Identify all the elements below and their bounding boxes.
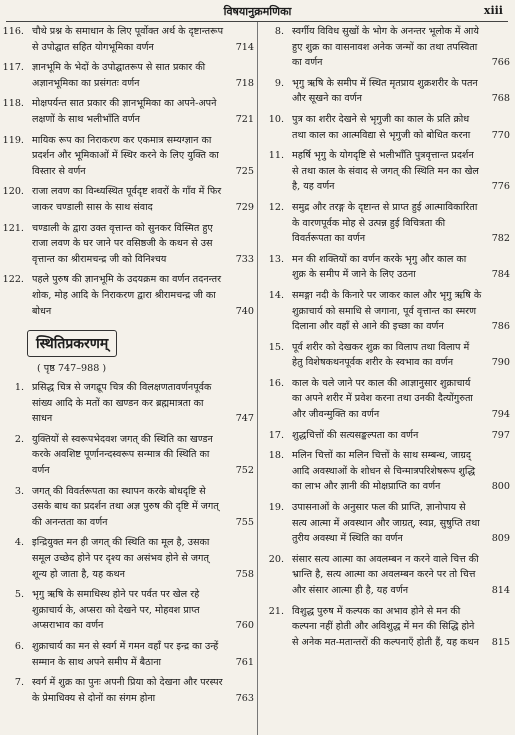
entry-page: 770 [491, 129, 510, 141]
toc-entry [2, 96, 254, 127]
entry-page: 776 [491, 181, 510, 193]
toc-entry [2, 221, 254, 268]
left-column [2, 24, 254, 711]
entry-title: समङ्गा नदी के किनारे पर जाकर काल और भृगु ऋषि के शुक्राचार्य को समाधि से जगाना, पूर्व वृत्तान्त का स्मरण दिलाना और वहाँ से आने की इच्छा का वर्णन [292, 289, 482, 333]
entry-title: मलिन चित्तों का मलिन चित्तों के साथ सम्बन्ध, जाग्रद् आदि अवस्थाओं के शोधन से चिन्मात्रपरिशेषरूप शुद्धि का लाभ और ज्ञानी की मोक्षप्राप्ति का वर्णन [292, 450, 476, 493]
entry-title: प्रसिद्ध चित्र से जगद्रूप चित्र की विलक्षणतावर्णनपूर्वक सांख्य आदि के मतों का खण्डन कर ब्रह्ममात्रता का साधन [32, 382, 212, 425]
entry-title: महर्षि भृगु के योगदृष्टि से भलीभाँति पुत्रवृत्तान्त प्रदर्शन से तथा काल के संवाद से जगत् की स्थिति मन का खेल है, यह वर्णन [292, 150, 479, 193]
entry-text-block [292, 376, 510, 423]
entry-text-block [32, 639, 254, 670]
entry-page: 729 [235, 201, 254, 213]
entry-number: 12. [268, 201, 284, 213]
toc-list-section-cont [262, 24, 510, 650]
entry-page: 752 [235, 465, 254, 477]
entry-number: 8. [274, 26, 284, 37]
entry-title: मायिक रूप का निराकरण कर एकमात्र सम्यग्ज्ञान का प्रदर्शन और भूमिकाओं में स्थिर करने के लिए युक्ति का विस्तार से वर्णन [32, 134, 219, 177]
entry-page: 761 [235, 656, 254, 668]
entry-page: 809 [491, 533, 510, 545]
entry-number: 4. [14, 537, 24, 549]
toc-entry [262, 428, 510, 444]
entry-title: स्वर्गीय विविध सुखों के भोग के अनन्तर भूलोक में आये हुए शुक्र का वासनावश अनेक जन्मों का तथा तपस्विता का वर्णन [292, 26, 479, 69]
running-title: विषयानुक्रमणिका [223, 5, 292, 18]
section-heading: स्थितिप्रकरणम् [27, 330, 117, 357]
entry-title: चण्डाली के द्वारा उक्त वृत्तान्त को सुनकर विस्मित हुए राजा लवण के घर जाने पर वसिष्ठजी के कथन से उस वृत्तान्त का श्रीरामचन्द्र जी को विनिश्चय [32, 222, 213, 265]
entry-page: 800 [491, 481, 510, 493]
entry-text-block [292, 500, 510, 547]
entry-title: शुद्धचित्तों की सत्यसङ्कल्पता का वर्णन [292, 429, 419, 441]
toc-entry [262, 376, 510, 423]
entry-number: 7. [14, 677, 24, 689]
entry-title: विशुद्ध पुरुष में कल्पक का अभाव होने से मन की कल्पना नहीं होती और अविशुद्ध में मन की सिद्धि होने से अनेक मत-मतान्तरों की कल्पनाएँ होती हैं, यह कथन [292, 605, 479, 648]
entry-number: 1. [14, 382, 24, 394]
entry-title: चौथे प्रश्न के समाधान के लिए पूर्वोक्त अर्थ के दृष्टान्तरूप से उपोद्घात सहित योगभूमिका वर्णन [32, 26, 224, 53]
entry-number: 18. [268, 450, 284, 462]
section-page-range: ( पृष्ठ 747–988 ) [37, 363, 107, 375]
entry-page: 797 [491, 429, 510, 441]
entry-page: 814 [491, 585, 510, 596]
entry-page: 714 [235, 41, 254, 53]
entry-number: 121. [2, 222, 24, 234]
entry-number: 2. [14, 433, 24, 445]
entry-title: ज्ञानभूमि के भेदों के उपोद्घातरूप से सात प्रकार की अज्ञानभूमिका का प्रसंगतः वर्णन [32, 62, 206, 89]
toc-entry [2, 60, 254, 91]
entry-number: 21. [268, 605, 284, 617]
entry-page: 782 [491, 233, 510, 245]
entry-text-block [32, 535, 254, 582]
entry-text-block [32, 380, 254, 427]
entry-number: 13. [268, 253, 284, 265]
entry-text-block [32, 60, 254, 91]
toc-entry [2, 432, 254, 479]
entry-title: पहले पुरुष की ज्ञानभूमि के उदयक्रम का वर्णन तदनन्तर शोक, मोह आदि के निराकरण द्वारा श्रीरामचन्द्र जी का बोधन [32, 274, 222, 317]
entry-number: 122. [2, 274, 24, 286]
entry-text-block [32, 587, 254, 634]
entry-title: उपासनाओं के अनुसार फल की प्राप्ति, ज्ञानोपाय से सत्य आत्मा में अवस्थान और जाग्रत्, स्वप्न, सुषुप्ति तथा तुरीय अवस्था में स्थिति का वर्णन [292, 502, 480, 545]
entry-number: 5. [14, 589, 24, 601]
toc-entry [2, 184, 254, 215]
entry-text-block [292, 448, 510, 495]
entry-page: 768 [491, 93, 510, 105]
entry-title: इन्द्रियुक्त मन ही जगत् की स्थिति का मूल है, उसका समूल उच्छेद होने पर दृश्य का असंभव होने से जगत् शून्य हो जाता है, यह कथन [32, 537, 210, 580]
entry-text-block [292, 552, 510, 599]
entry-text-block [32, 184, 254, 215]
entry-number: 119. [2, 134, 24, 146]
toc-entry [2, 272, 254, 319]
entry-title: राजा लवण का विन्ध्यस्थित पूर्वदृष्ट शवरों के गाँव में फिर जाकर चण्डाली सास के साथ संवाद [32, 186, 222, 213]
entry-number: 11. [268, 150, 284, 162]
entry-text-block [292, 428, 510, 444]
toc-entry [262, 112, 510, 143]
toc-list-prev-section [2, 24, 254, 319]
entry-page: 733 [235, 253, 254, 265]
entry-title: भृगु ऋषि के समीप में स्थित मृतप्राय शुक्रशरीर के पतन और सूखने का वर्णन [292, 77, 478, 105]
entry-page: 758 [235, 568, 254, 580]
entry-text-block [292, 24, 510, 71]
entry-number: 6. [14, 641, 24, 652]
entry-text-block [32, 675, 254, 706]
toc-entry [262, 24, 510, 71]
toc-entry [262, 448, 510, 495]
toc-entry [262, 604, 510, 651]
toc-entry [2, 675, 254, 706]
entry-title: संसार सत्य आत्मा का अवलम्बन न करने वाले चित्त की भ्रान्ति है, सत्य आत्मा का अवलम्बन करने पर तो चित्त और संसार आत्मा ही है, यह वर्णन [292, 553, 479, 596]
entry-text-block [292, 76, 510, 107]
toc-entry [262, 76, 510, 107]
entry-text-block [32, 272, 254, 319]
column-divider [257, 22, 258, 735]
entry-title: स्वर्ग में शुक्र का पुनः अपनी प्रिया को देखना और परस्पर के प्रेमाधिक्य से दोनों का संगम होना [32, 677, 223, 704]
entry-page: 766 [491, 57, 510, 69]
toc-entry [262, 288, 510, 335]
entry-text-block [32, 24, 254, 55]
entry-page: 725 [235, 165, 254, 177]
entry-text-block [32, 96, 254, 127]
toc-entry [262, 552, 510, 599]
entry-number: 120. [2, 186, 24, 198]
toc-entry [2, 380, 254, 427]
entry-number: 16. [268, 377, 284, 389]
right-column [262, 24, 510, 655]
entry-text-block [32, 133, 254, 180]
toc-entry [2, 535, 254, 582]
entry-text-block [292, 112, 510, 143]
toc-entry [2, 24, 254, 55]
entry-title: मोक्षपर्यन्त सात प्रकार की ज्ञानभूमिका का अपने-अपने लक्षणों के साथ भलीभाँति वर्णन [32, 98, 217, 125]
entry-title: मन की शक्तियों का वर्णन करके भृगु और काल का शुक्र के समीप में जाने के लिए उठना [292, 253, 467, 281]
toc-entry [2, 587, 254, 634]
entry-number: 19. [268, 502, 284, 514]
entry-text-block [32, 484, 254, 531]
entry-number: 17. [268, 429, 284, 441]
entry-page: 794 [491, 409, 510, 421]
entry-title: जगत् की विवर्तरूपता का स्थापन करके बोधदृष्टि से उसके बाध का प्रदर्शन तथा अज्ञ पुरुष की दृष्टि में जगत् की अनन्तता का वर्णन [32, 485, 219, 528]
entry-page: 786 [491, 321, 510, 333]
toc-entry [262, 252, 510, 283]
entry-number: 116. [2, 26, 24, 37]
page-number: xiii [483, 4, 503, 17]
entry-title: शुक्राचार्य का मन से स्वर्ग में गमन वहाँ पर इन्द्र का उन्हें सम्मान के साथ अपने समीप में बैठाना [32, 641, 219, 668]
entry-title: भृगु ऋषि के समाधिस्थ होने पर पर्वत पर खेल रहे शुक्राचार्य के, अप्सरा को देखने पर, मोहवश प्राप्त अप्सराभाव का वर्णन [32, 589, 200, 632]
entry-page: 815 [491, 636, 510, 648]
entry-title: पूर्व शरीर को देखकर शुक्र का विलाप तथा विलाप में हेतु विशेषकथनपूर्वक शरीर के स्वभाव का वर्णन [292, 341, 470, 369]
entry-page: 721 [235, 113, 254, 125]
entry-text-block [32, 221, 254, 268]
toc-entry [262, 340, 510, 371]
entry-number: 3. [14, 485, 24, 497]
entry-number: 14. [268, 289, 284, 301]
entry-page: 763 [235, 692, 254, 704]
entry-number: 118. [2, 98, 24, 110]
entry-number: 20. [268, 553, 284, 565]
toc-entry [2, 639, 254, 670]
toc-entry [2, 484, 254, 531]
toc-list-section [2, 380, 254, 706]
entry-page: 784 [491, 269, 510, 281]
entry-number: 10. [268, 113, 284, 125]
entry-text-block [292, 200, 510, 247]
toc-entry [2, 133, 254, 180]
entry-title: पुत्र का शरीर देखने से भृगुजी का काल के प्रति क्रोध तथा काल का आत्मविद्या से भृगुजी को बोधित करना [292, 113, 471, 141]
entry-number: 9. [274, 77, 284, 89]
entry-text-block [292, 252, 510, 283]
entry-title: युक्तियों से स्वरूपभेदवश जगत् की स्थिति का खण्डन करके अवशिष्ट पूर्णानन्दस्वरूप सन्मात्र की स्थिति का वर्णन [32, 433, 213, 477]
entry-page: 790 [491, 357, 510, 369]
entry-title: समुद्र और तरङ्ग के दृष्टान्त से प्राप्त हुई आत्माविकारिता के वारणपूर्वक मोह से उत्पन्न हुई विचित्रता की विवर्तरूपता का वर्णन [292, 201, 478, 245]
entry-page: 760 [235, 620, 254, 632]
entry-text-block [292, 288, 510, 335]
entry-text-block [292, 148, 510, 195]
entry-page: 747 [235, 413, 254, 425]
entry-page: 740 [235, 305, 254, 317]
entry-page: 718 [235, 77, 254, 89]
entry-text-block [292, 340, 510, 371]
toc-entry [262, 500, 510, 547]
toc-entry [262, 200, 510, 247]
page-header [0, 0, 515, 22]
entry-text-block [32, 432, 254, 479]
entry-page: 755 [235, 516, 254, 528]
entry-number: 15. [268, 341, 284, 353]
entry-title: काल के चले जाने पर काल की आज्ञानुसार शुक्राचार्य का अपने शरीर में प्रवेश करना तथा उनकी दैत्योंगुरुता और जीवन्मुक्ति का वर्णन [292, 377, 473, 421]
entry-number: 117. [2, 62, 24, 74]
toc-entry [262, 148, 510, 195]
entry-text-block [292, 604, 510, 651]
